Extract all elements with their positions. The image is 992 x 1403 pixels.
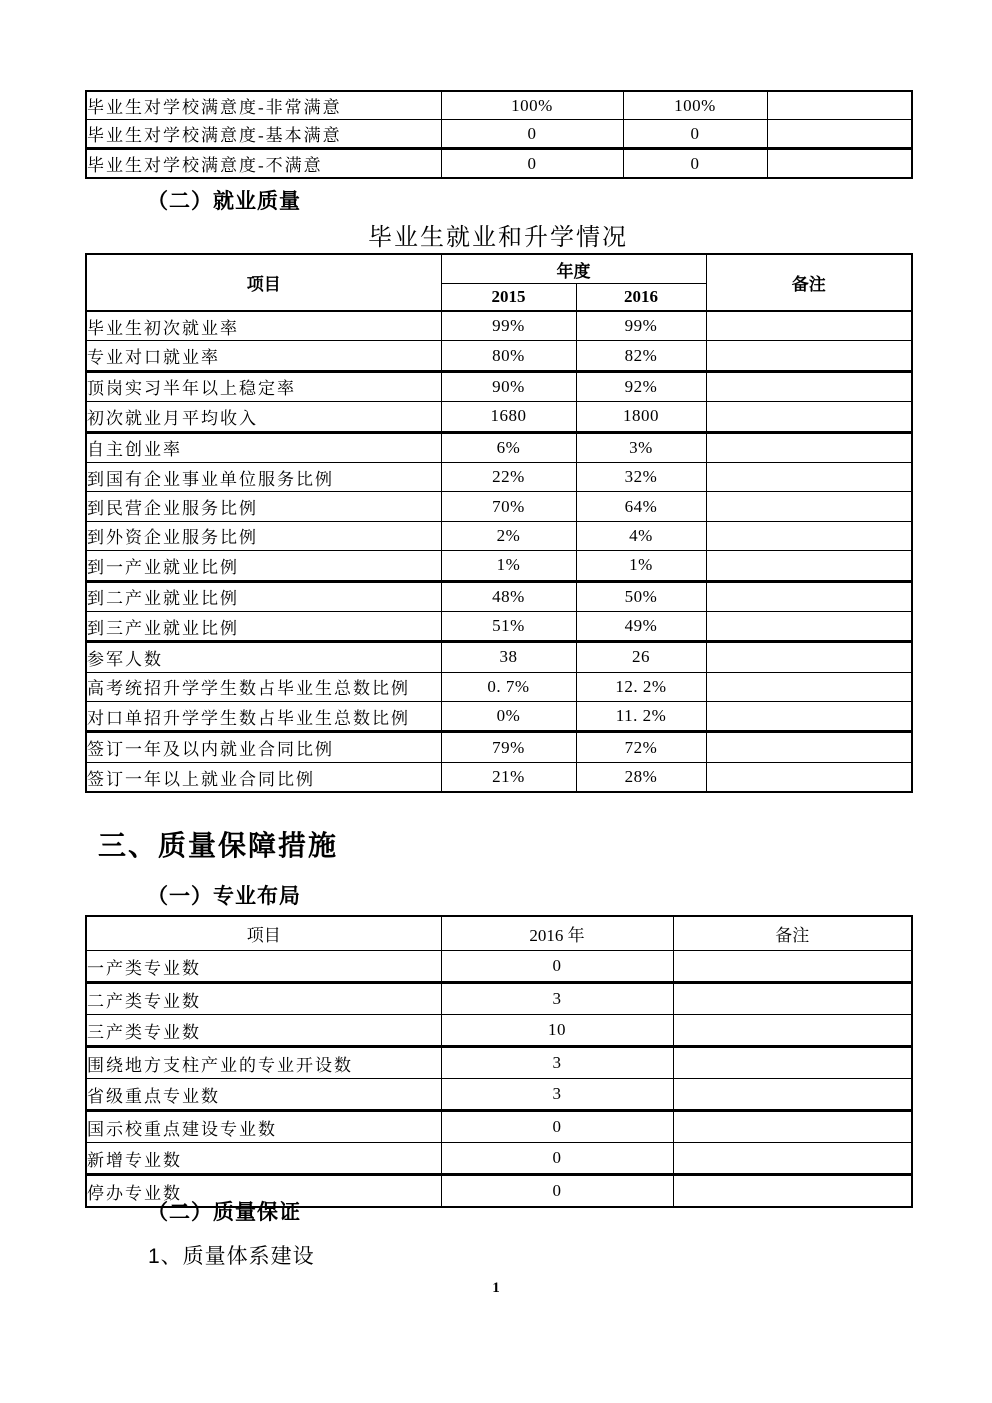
value-2015: 1680 bbox=[441, 402, 576, 432]
row-label: 参军人数 bbox=[86, 642, 441, 672]
value-2016: 4% bbox=[576, 521, 706, 550]
row-label: 省级重点专业数 bbox=[86, 1079, 441, 1111]
row-label: 毕业生对学校满意度-基本满意 bbox=[86, 120, 441, 149]
row-label: 专业对口就业率 bbox=[86, 341, 441, 371]
value-2015: 51% bbox=[441, 611, 576, 641]
note-cell bbox=[706, 732, 912, 762]
table-row bbox=[86, 149, 912, 179]
table-row bbox=[86, 1079, 912, 1111]
table-row bbox=[86, 371, 912, 401]
value-2016: 1800 bbox=[576, 402, 706, 432]
table-row bbox=[86, 1111, 912, 1143]
row-label: 签订一年以上就业合同比例 bbox=[86, 762, 441, 792]
row-label: 毕业生对学校满意度-非常满意 bbox=[86, 91, 441, 120]
note-cell bbox=[706, 672, 912, 701]
row-label: 到一产业就业比例 bbox=[86, 551, 441, 581]
value-2015: 2% bbox=[441, 521, 576, 550]
quality-guarantee-heading: （二）质量保证 bbox=[147, 1201, 301, 1224]
table-row bbox=[86, 402, 912, 432]
value-2016: 3 bbox=[441, 1079, 673, 1111]
row-label: 到民营企业服务比例 bbox=[86, 492, 441, 521]
value-2016: 49% bbox=[576, 611, 706, 641]
note-cell bbox=[673, 1079, 912, 1111]
value-2016: 0 bbox=[623, 120, 767, 149]
value-2016: 99% bbox=[576, 311, 706, 341]
row-label: 到国有企业事业单位服务比例 bbox=[86, 462, 441, 491]
row-label: 三产类专业数 bbox=[86, 1015, 441, 1047]
row-label: 到外资企业服务比例 bbox=[86, 521, 441, 550]
table-row bbox=[86, 311, 912, 341]
value-2016: 3 bbox=[441, 1047, 673, 1079]
quality-system-subheading: 1、质量体系建设 bbox=[148, 1245, 315, 1268]
quality-assurance-section-heading: 三、质量保障措施 bbox=[98, 830, 339, 861]
value-2016: 12. 2% bbox=[576, 672, 706, 701]
value-2016: 64% bbox=[576, 492, 706, 521]
employment-table-header bbox=[86, 254, 912, 311]
value-2016: 50% bbox=[576, 581, 706, 611]
header-year-2015: 2015 bbox=[441, 284, 576, 312]
table-row bbox=[86, 611, 912, 641]
layout-table-header bbox=[86, 916, 912, 951]
note-cell bbox=[767, 120, 912, 149]
value-2015: 100% bbox=[441, 91, 623, 120]
row-label: 顶岗实习半年以上稳定率 bbox=[86, 371, 441, 401]
table-row bbox=[86, 1015, 912, 1047]
table-row bbox=[86, 951, 912, 983]
row-label: 自主创业率 bbox=[86, 432, 441, 462]
header-note: 备注 bbox=[673, 916, 912, 951]
value-2016: 100% bbox=[623, 91, 767, 120]
value-2015: 21% bbox=[441, 762, 576, 792]
row-label: 初次就业月平均收入 bbox=[86, 402, 441, 432]
employment-table-title: 毕业生就业和升学情况 bbox=[368, 225, 628, 251]
note-cell bbox=[673, 1175, 912, 1208]
value-2016: 0 bbox=[441, 951, 673, 983]
row-label: 围绕地方支柱产业的专业开设数 bbox=[86, 1047, 441, 1079]
value-2015: 99% bbox=[441, 311, 576, 341]
note-cell bbox=[673, 1111, 912, 1143]
note-cell bbox=[706, 371, 912, 401]
note-cell bbox=[706, 402, 912, 432]
value-2016: 0 bbox=[441, 1143, 673, 1175]
employment-table-body bbox=[86, 311, 912, 792]
value-2015: 6% bbox=[441, 432, 576, 462]
value-2016: 32% bbox=[576, 462, 706, 491]
note-cell bbox=[767, 149, 912, 179]
value-2016: 72% bbox=[576, 732, 706, 762]
layout-table-body bbox=[86, 951, 912, 1208]
value-2016: 82% bbox=[576, 341, 706, 371]
note-cell bbox=[673, 1047, 912, 1079]
table-row bbox=[86, 462, 912, 491]
value-2015: 0 bbox=[441, 120, 623, 149]
value-2015: 0. 7% bbox=[441, 672, 576, 701]
table-row bbox=[86, 91, 912, 120]
row-label: 到二产业就业比例 bbox=[86, 581, 441, 611]
value-2015: 79% bbox=[441, 732, 576, 762]
value-2016: 0 bbox=[441, 1175, 673, 1208]
page-number: 1 bbox=[492, 1280, 500, 1296]
row-label: 二产类专业数 bbox=[86, 983, 441, 1015]
table-header-row bbox=[86, 254, 912, 284]
value-2016: 28% bbox=[576, 762, 706, 792]
table-row bbox=[86, 581, 912, 611]
value-2016: 11. 2% bbox=[576, 702, 706, 732]
table-row bbox=[86, 762, 912, 792]
note-cell bbox=[706, 762, 912, 792]
note-cell bbox=[673, 951, 912, 983]
header-note: 备注 bbox=[706, 254, 912, 311]
value-2016: 0 bbox=[441, 1111, 673, 1143]
specialty-layout-heading: （一）专业布局 bbox=[147, 885, 301, 908]
table-header-row bbox=[86, 916, 912, 951]
value-2016: 1% bbox=[576, 551, 706, 581]
value-2015: 38 bbox=[441, 642, 576, 672]
row-label: 到三产业就业比例 bbox=[86, 611, 441, 641]
note-cell bbox=[706, 611, 912, 641]
table-row bbox=[86, 551, 912, 581]
value-2016: 92% bbox=[576, 371, 706, 401]
note-cell bbox=[706, 311, 912, 341]
value-2016: 26 bbox=[576, 642, 706, 672]
value-2015: 48% bbox=[441, 581, 576, 611]
satisfaction-table bbox=[85, 90, 913, 179]
table-row bbox=[86, 521, 912, 550]
row-label: 对口单招升学学生数占毕业生总数比例 bbox=[86, 702, 441, 732]
table-row bbox=[86, 732, 912, 762]
table-row bbox=[86, 492, 912, 521]
row-label: 国示校重点建设专业数 bbox=[86, 1111, 441, 1143]
row-label: 毕业生对学校满意度-不满意 bbox=[86, 149, 441, 179]
value-2015: 0% bbox=[441, 702, 576, 732]
employment-quality-heading: （二）就业质量 bbox=[147, 190, 301, 213]
table-row bbox=[86, 983, 912, 1015]
header-year-2016: 2016 年 bbox=[441, 916, 673, 951]
value-2016: 3% bbox=[576, 432, 706, 462]
header-year-2016: 2016 bbox=[576, 284, 706, 312]
row-label: 签订一年及以内就业合同比例 bbox=[86, 732, 441, 762]
note-cell bbox=[673, 983, 912, 1015]
table-row bbox=[86, 120, 912, 149]
note-cell bbox=[706, 462, 912, 491]
header-year-group: 年度 bbox=[441, 254, 706, 284]
note-cell bbox=[706, 492, 912, 521]
satisfaction-table-body bbox=[86, 91, 912, 178]
note-cell bbox=[767, 91, 912, 120]
value-2015: 0 bbox=[441, 149, 623, 179]
header-item: 项目 bbox=[86, 254, 441, 311]
value-2015: 70% bbox=[441, 492, 576, 521]
table-row bbox=[86, 642, 912, 672]
value-2015: 1% bbox=[441, 551, 576, 581]
table-row bbox=[86, 672, 912, 701]
table-row bbox=[86, 432, 912, 462]
value-2015: 80% bbox=[441, 341, 576, 371]
row-label: 新增专业数 bbox=[86, 1143, 441, 1175]
header-item: 项目 bbox=[86, 916, 441, 951]
row-label: 停办专业数 bbox=[86, 1175, 441, 1208]
specialty-layout-table bbox=[85, 915, 913, 1208]
value-2015: 22% bbox=[441, 462, 576, 491]
table-row bbox=[86, 1047, 912, 1079]
row-label: 毕业生初次就业率 bbox=[86, 311, 441, 341]
note-cell bbox=[706, 642, 912, 672]
note-cell bbox=[673, 1015, 912, 1047]
table-row bbox=[86, 702, 912, 732]
table-row bbox=[86, 1143, 912, 1175]
note-cell bbox=[706, 521, 912, 550]
note-cell bbox=[673, 1143, 912, 1175]
value-2016: 3 bbox=[441, 983, 673, 1015]
note-cell bbox=[706, 551, 912, 581]
employment-table bbox=[85, 253, 913, 793]
row-label: 一产类专业数 bbox=[86, 951, 441, 983]
value-2016: 10 bbox=[441, 1015, 673, 1047]
note-cell bbox=[706, 432, 912, 462]
note-cell bbox=[706, 581, 912, 611]
value-2015: 90% bbox=[441, 371, 576, 401]
table-row bbox=[86, 341, 912, 371]
note-cell bbox=[706, 702, 912, 732]
row-label: 高考统招升学学生数占毕业生总数比例 bbox=[86, 672, 441, 701]
value-2016: 0 bbox=[623, 149, 767, 179]
note-cell bbox=[706, 341, 912, 371]
